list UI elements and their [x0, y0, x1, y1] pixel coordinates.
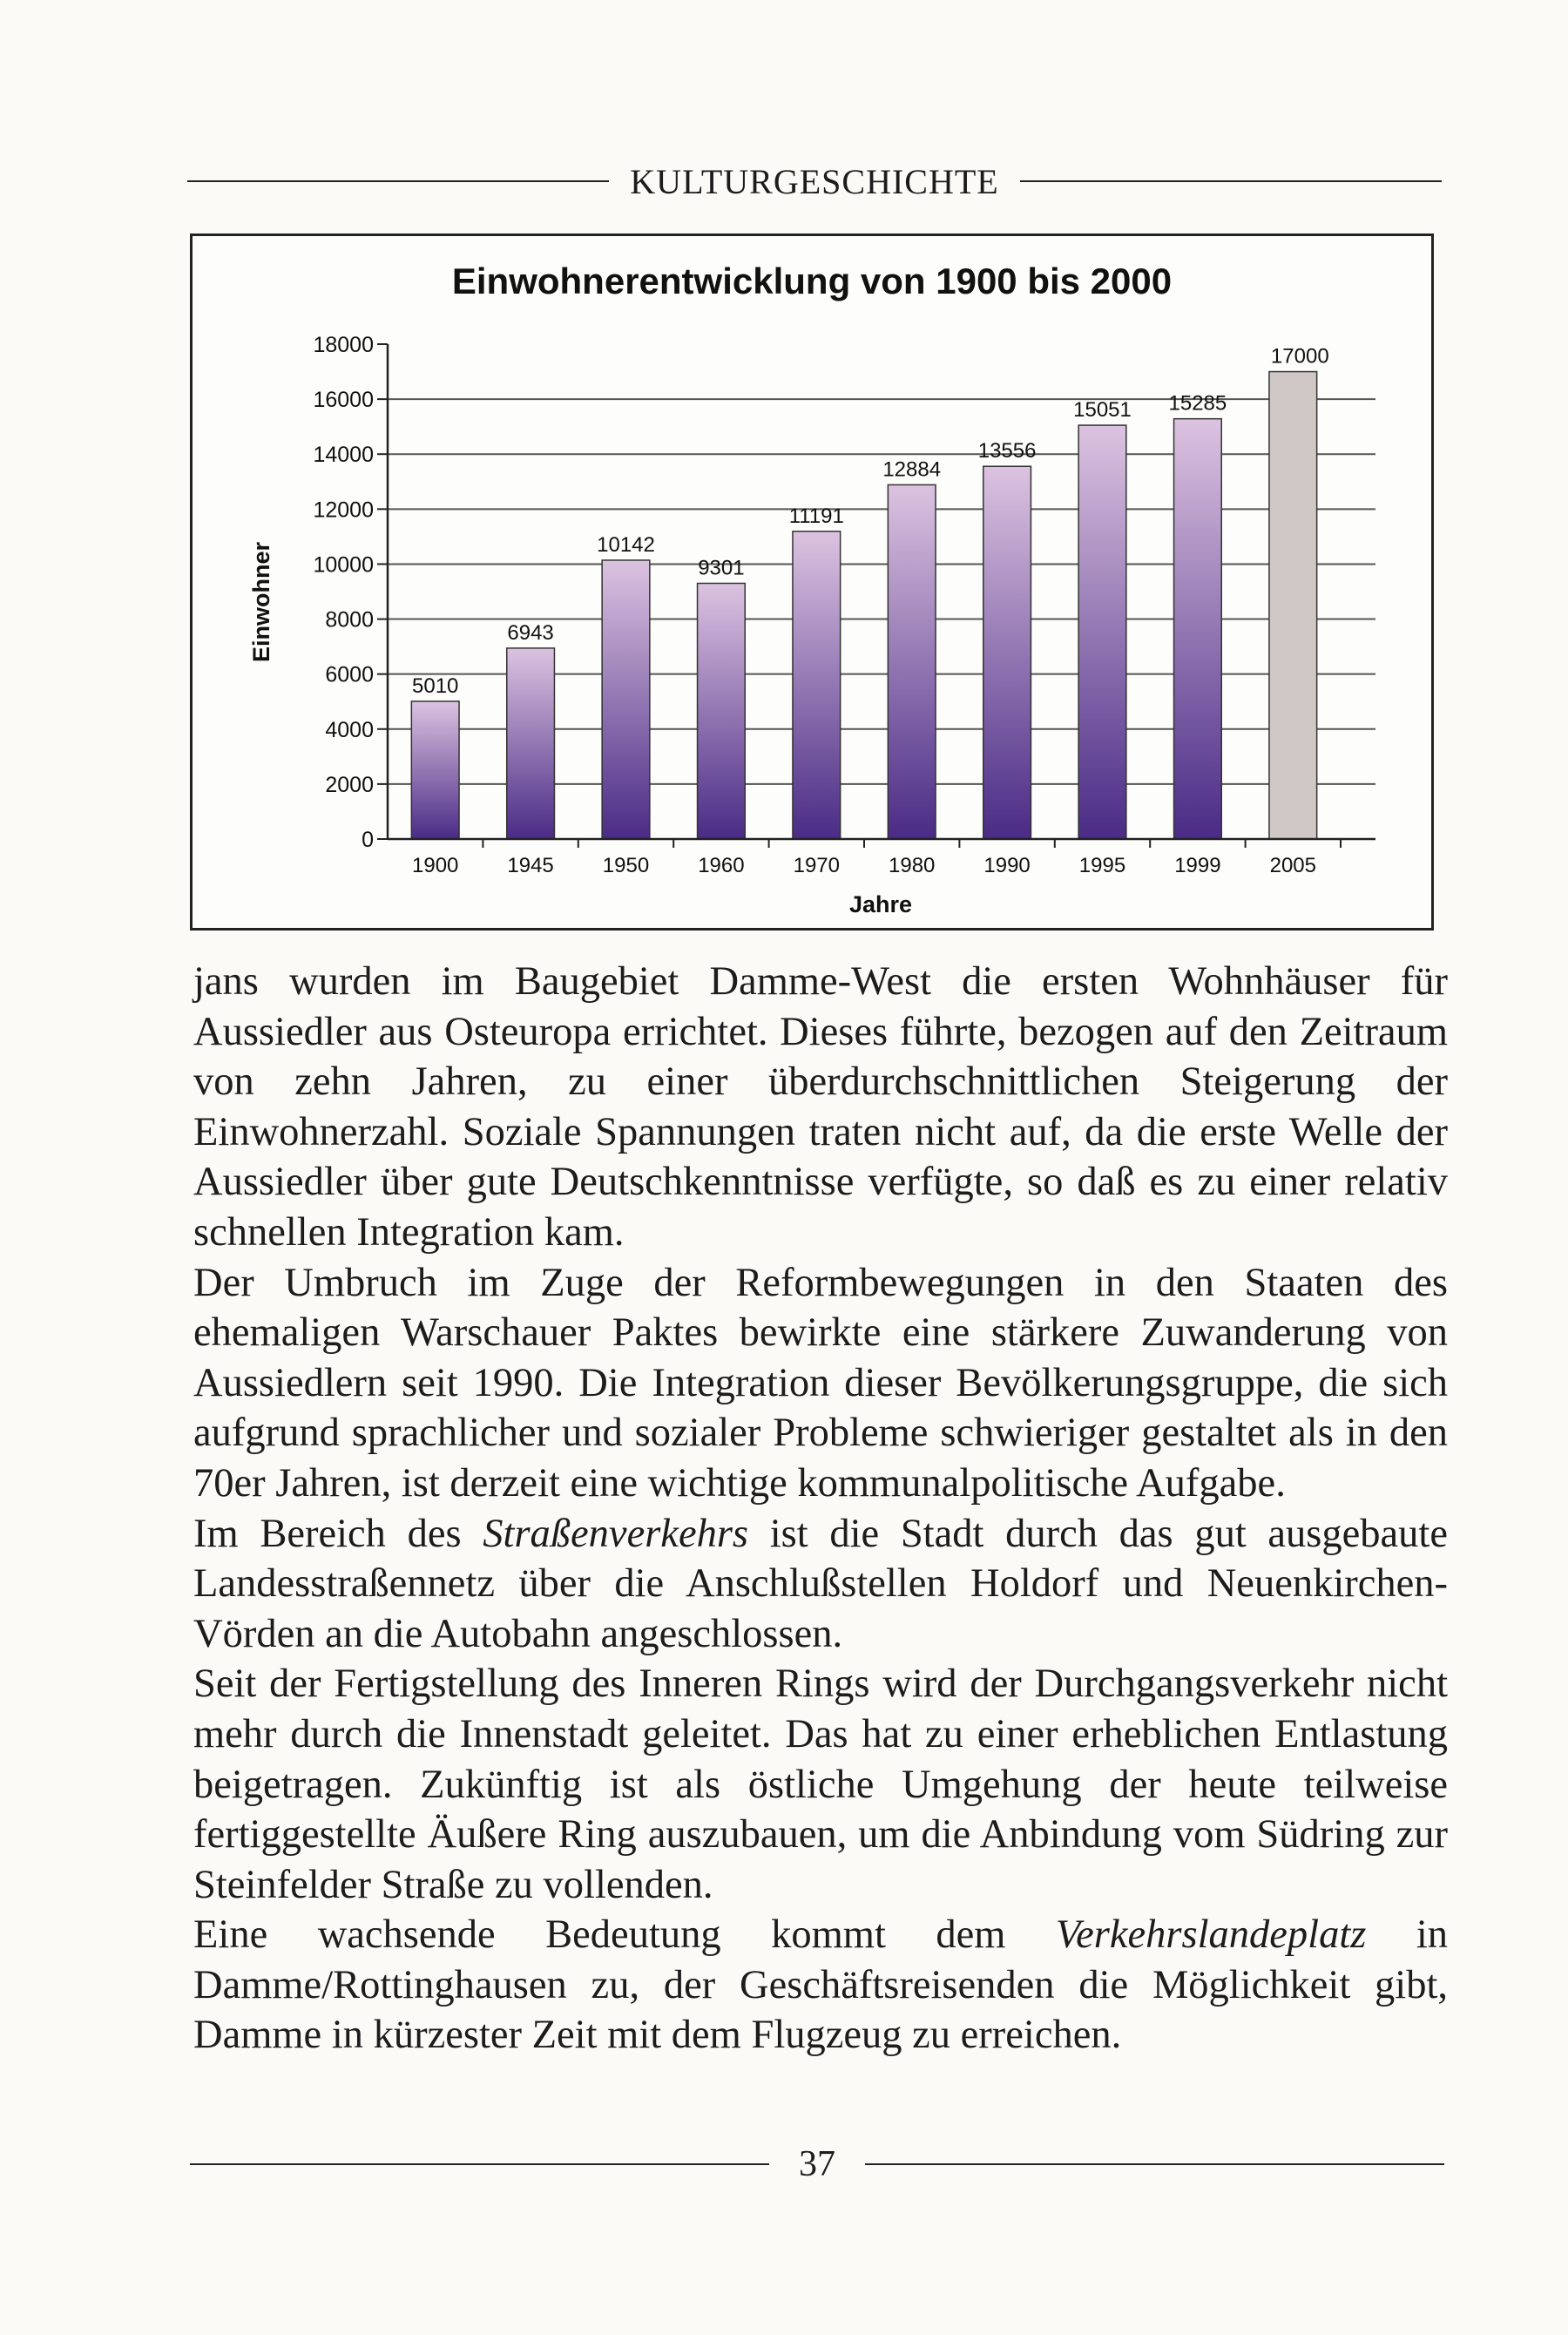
- y-tick-label: 4000: [325, 717, 374, 742]
- bar-1980: [888, 484, 936, 839]
- x-tick-label: 1970: [793, 854, 840, 877]
- bar-1960: [698, 584, 746, 839]
- x-tick-label: 1995: [1078, 854, 1126, 877]
- running-footer: [190, 2136, 1444, 2192]
- y-tick-label: 0: [362, 828, 374, 852]
- paragraph: [193, 1509, 1448, 1660]
- y-tick-label: 8000: [325, 607, 374, 633]
- value-label: 12884: [882, 457, 942, 482]
- population-bar-chart: [193, 236, 1431, 928]
- bar-1970: [793, 531, 841, 839]
- paragraph: [193, 1659, 1448, 1910]
- bar-1950: [602, 560, 650, 839]
- text-run: Im Bereich des: [193, 1511, 483, 1556]
- x-tick-label: 1999: [1174, 854, 1221, 877]
- footer-rule-right: [865, 2163, 1444, 2165]
- bar-2005: [1269, 372, 1317, 839]
- bar-1990: [983, 466, 1031, 839]
- y-tick-label: 14000: [313, 443, 374, 468]
- text-run: jans wurden im Baugebiet Damme-West die ersten Wohnhäuser für Aussiedler aus Osteuropa errichtet. Dieses führte, bezogen auf den Zeitraum von zehn Jahren, zu einer überdurchschnittlichen Steigerung der Einwohnerzahl. Soziale Spannungen traten nicht auf, da die erste Welle der Aussiedler über gute Deutschkenntnisse verfügte, so daß es zu einer relativ schnellen Integration kam.: [193, 959, 1448, 1255]
- y-tick-label: 16000: [313, 388, 374, 413]
- value-label: 5010: [412, 673, 459, 698]
- x-tick-label: 2005: [1269, 854, 1316, 877]
- y-tick-label: 2000: [325, 772, 374, 797]
- value-label: 9301: [698, 556, 745, 580]
- header-rule-left: [187, 180, 609, 182]
- x-tick-label: 1980: [889, 854, 936, 877]
- value-label: 10142: [597, 532, 655, 557]
- bar-1900: [411, 701, 459, 839]
- value-label: 6943: [507, 620, 554, 645]
- body-text: [193, 957, 1448, 2061]
- y-axis-label: Einwohner: [248, 541, 274, 663]
- section-title: KULTURGESCHICHTE: [630, 161, 999, 201]
- y-tick-label: 10000: [313, 552, 374, 578]
- value-label: 15051: [1073, 398, 1132, 423]
- paragraph: [193, 957, 1448, 1258]
- paragraph: [193, 1910, 1448, 2061]
- italic-term: Verkehrslandeplatz: [1055, 1912, 1367, 1958]
- text-run: ist die Stadt durch das gut ausgebaute Landesstraßennetz über die Anschlußstellen Holdorf und Neuenkirchen-Vörden an die Autobahn angeschlossen.: [193, 1511, 1448, 1656]
- footer-rule-left: [190, 2163, 769, 2165]
- text-run: Eine wachsende Bedeutung kommt dem: [193, 1912, 1056, 1958]
- text-run: Seit der Fertigstellung des Inneren Rings wird der Durchgangsverkehr nicht mehr durch die Innenstadt geleitet. Das hat zu einer erheblichen Entlastung beigetragen. Zukünftig ist als östliche Umgehung der heute teilweise fertiggestellte Äußere Ring auszubauen, um die Anbindung vom Südring zur Steinfelder Straße zu vollenden.: [193, 1662, 1448, 1907]
- bars: [411, 372, 1316, 839]
- value-label: 11191: [788, 504, 844, 528]
- value-label: 17000: [1270, 344, 1329, 369]
- page-number: 37: [799, 2144, 835, 2184]
- y-tick-label: 12000: [313, 497, 374, 523]
- x-tick-label: 1990: [983, 854, 1031, 877]
- x-tick-label: 1960: [698, 854, 745, 877]
- italic-term: Straßenverkehrs: [483, 1511, 749, 1556]
- bar-1995: [1078, 425, 1126, 839]
- x-tick-label: 1950: [602, 854, 650, 877]
- value-label: 15285: [1168, 391, 1227, 416]
- y-tick-label: 18000: [313, 333, 374, 357]
- x-tick-label: 1945: [507, 854, 554, 877]
- x-axis-label: Jahre: [848, 891, 913, 917]
- chart-title: Einwohnerentwicklung von 1900 bis 2000: [451, 261, 1173, 301]
- x-tick-label: 1900: [412, 854, 459, 877]
- header-rule-right: [1020, 180, 1442, 182]
- paragraph: [193, 1258, 1448, 1509]
- value-label: 13556: [977, 439, 1037, 464]
- text-run: Der Umbruch im Zuge der Reformbewegungen in den Staaten des ehemaligen Warschauer Paktes bewirkte eine stärkere Zuwanderung von Aussiedlern seit 1990. Die Integration dieser Bevölkerungsgruppe, die sich aufgrund sprachlicher und sozialer Probleme schwieriger gestaltet als in den 70er Jahren, ist derzeit eine wichtige kommunalpolitische Aufgabe.: [193, 1260, 1448, 1506]
- bar-1945: [507, 648, 555, 839]
- chart-frame: [190, 234, 1434, 931]
- text-run: in Damme/Rottinghausen zu, der Geschäftsreisenden die Möglichkeit gibt, Damme in kürzester Zeit mit dem Flugzeug zu erreichen.: [193, 1912, 1448, 2058]
- bar-1999: [1174, 419, 1222, 839]
- running-header: [187, 155, 1442, 207]
- y-tick-label: 6000: [325, 662, 374, 687]
